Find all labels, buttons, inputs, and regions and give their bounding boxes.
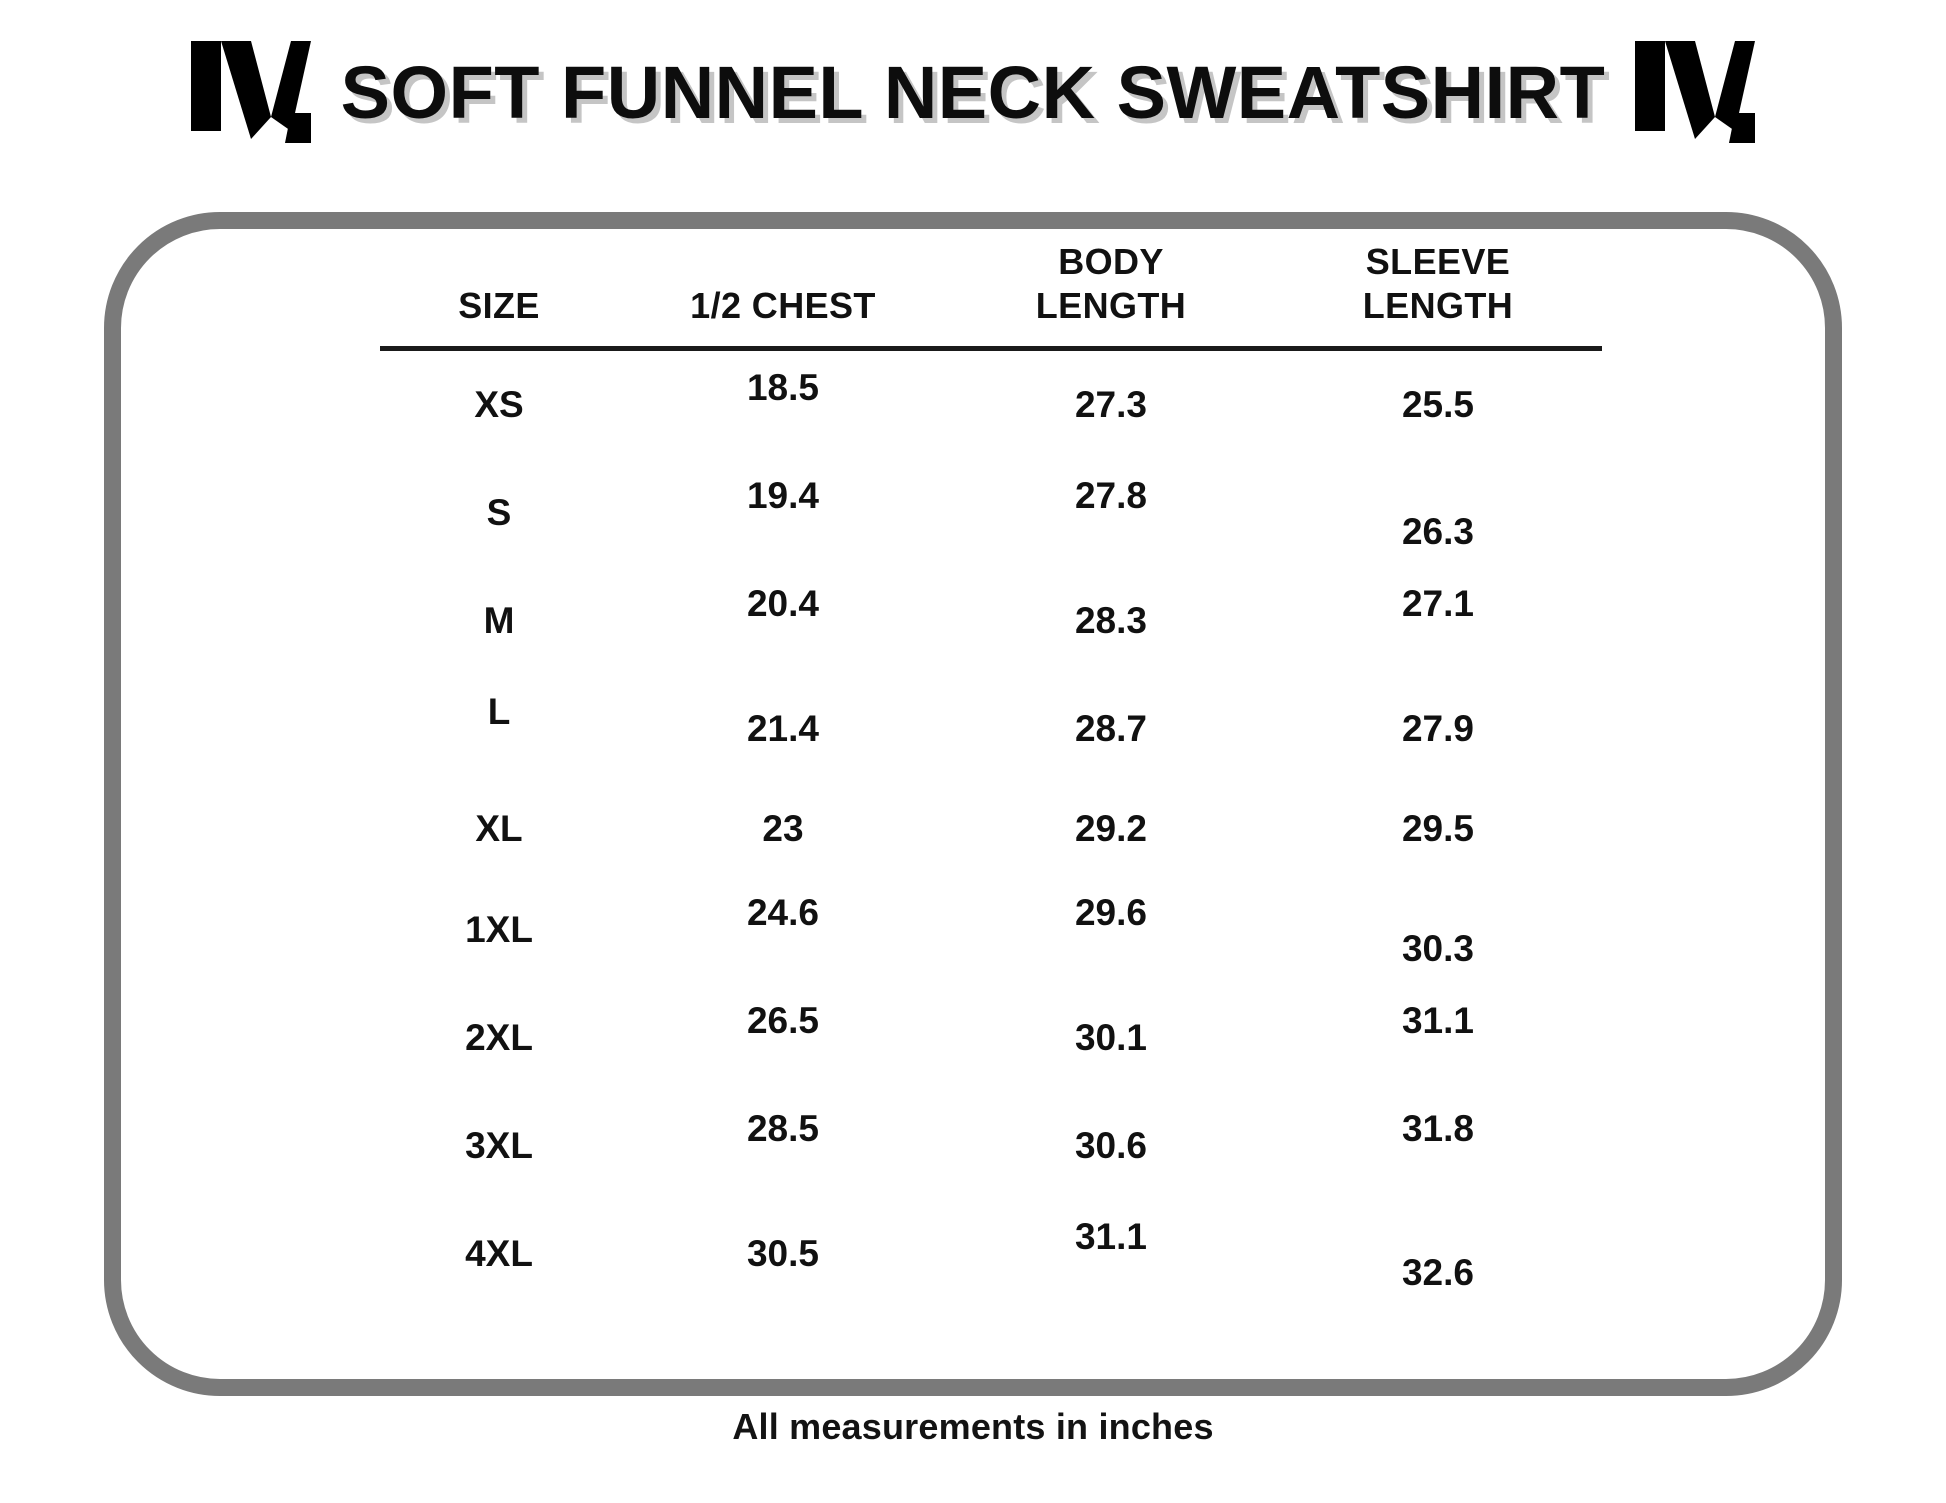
table-header-row bbox=[380, 240, 1602, 348]
column-header-half-chest bbox=[618, 240, 948, 348]
cell-size: 2XL bbox=[465, 1016, 533, 1058]
brand-m-logo-icon-left bbox=[187, 39, 315, 147]
table-row bbox=[380, 567, 1602, 675]
cell-sleeve-length: 31.1 bbox=[1401, 999, 1474, 1041]
cell-size: 4XL bbox=[465, 1232, 533, 1274]
column-header-size bbox=[380, 240, 618, 348]
cell-body-length: 28.7 bbox=[1074, 707, 1147, 749]
cell-half-chest: 24.6 bbox=[746, 891, 819, 933]
cell-body-length: 31.1 bbox=[1074, 1215, 1147, 1257]
cell-half-chest: 21.4 bbox=[746, 707, 819, 749]
size-chart-table bbox=[380, 240, 1602, 1308]
cell-body-length: 30.6 bbox=[1074, 1124, 1147, 1166]
cell-body-length: 27.3 bbox=[1074, 383, 1147, 425]
cell-size: S bbox=[486, 491, 512, 533]
column-header-sleeve-length bbox=[1274, 240, 1602, 348]
cell-body-length: 29.2 bbox=[1074, 808, 1147, 850]
table-row bbox=[380, 675, 1602, 783]
table-row bbox=[380, 459, 1602, 567]
table-row bbox=[380, 1092, 1602, 1200]
cell-size: 1XL bbox=[465, 908, 533, 950]
cell-sleeve-length: 29.5 bbox=[1401, 808, 1474, 850]
cell-body-length: 27.8 bbox=[1074, 474, 1147, 516]
cell-sleeve-length: 30.3 bbox=[1401, 927, 1474, 969]
table-row bbox=[380, 876, 1602, 984]
header bbox=[0, 28, 1946, 158]
cell-half-chest: 28.5 bbox=[746, 1107, 819, 1149]
cell-size: XL bbox=[475, 808, 523, 850]
cell-half-chest: 19.4 bbox=[746, 474, 819, 516]
table-row bbox=[380, 1200, 1602, 1308]
cell-body-length: 28.3 bbox=[1074, 599, 1147, 641]
page-title: SOFT FUNNEL NECK SWEATSHIRT bbox=[340, 51, 1606, 134]
cell-sleeve-length: 26.3 bbox=[1401, 510, 1474, 552]
cell-body-length: 30.1 bbox=[1074, 1016, 1147, 1058]
column-header-sleeve-length-line1: SLEEVE bbox=[1365, 241, 1511, 282]
cell-half-chest: 26.5 bbox=[746, 999, 819, 1041]
column-header-body-length-line2: LENGTH bbox=[1035, 284, 1187, 326]
cell-body-length: 29.6 bbox=[1074, 891, 1147, 933]
size-chart-table-wrapper bbox=[380, 240, 1602, 1308]
cell-sleeve-length: 27.9 bbox=[1401, 707, 1474, 749]
cell-size: M bbox=[483, 599, 515, 641]
column-header-half-chest-line1: 1/2 CHEST bbox=[690, 284, 876, 326]
column-header-body-length bbox=[948, 240, 1274, 348]
cell-half-chest: 30.5 bbox=[746, 1232, 819, 1274]
table-row bbox=[380, 783, 1602, 876]
cell-half-chest: 23 bbox=[762, 808, 804, 850]
cell-sleeve-length: 31.8 bbox=[1401, 1107, 1474, 1149]
cell-size: XS bbox=[474, 383, 524, 425]
column-header-sleeve-length-line2: LENGTH bbox=[1362, 284, 1514, 326]
table-row bbox=[380, 984, 1602, 1092]
cell-size: 3XL bbox=[465, 1124, 533, 1166]
measurement-units-note: All measurements in inches bbox=[732, 1406, 1214, 1447]
cell-sleeve-length: 32.6 bbox=[1401, 1251, 1474, 1293]
table-row bbox=[380, 348, 1602, 459]
brand-m-logo-icon-right bbox=[1631, 39, 1759, 147]
column-header-size-line1: SIZE bbox=[458, 284, 540, 326]
cell-half-chest: 20.4 bbox=[746, 582, 819, 624]
cell-sleeve-length: 27.1 bbox=[1401, 582, 1474, 624]
column-header-body-length-line1: BODY bbox=[1058, 241, 1164, 282]
cell-half-chest: 18.5 bbox=[746, 366, 819, 408]
cell-size: L bbox=[487, 690, 511, 732]
cell-sleeve-length: 25.5 bbox=[1401, 383, 1474, 425]
